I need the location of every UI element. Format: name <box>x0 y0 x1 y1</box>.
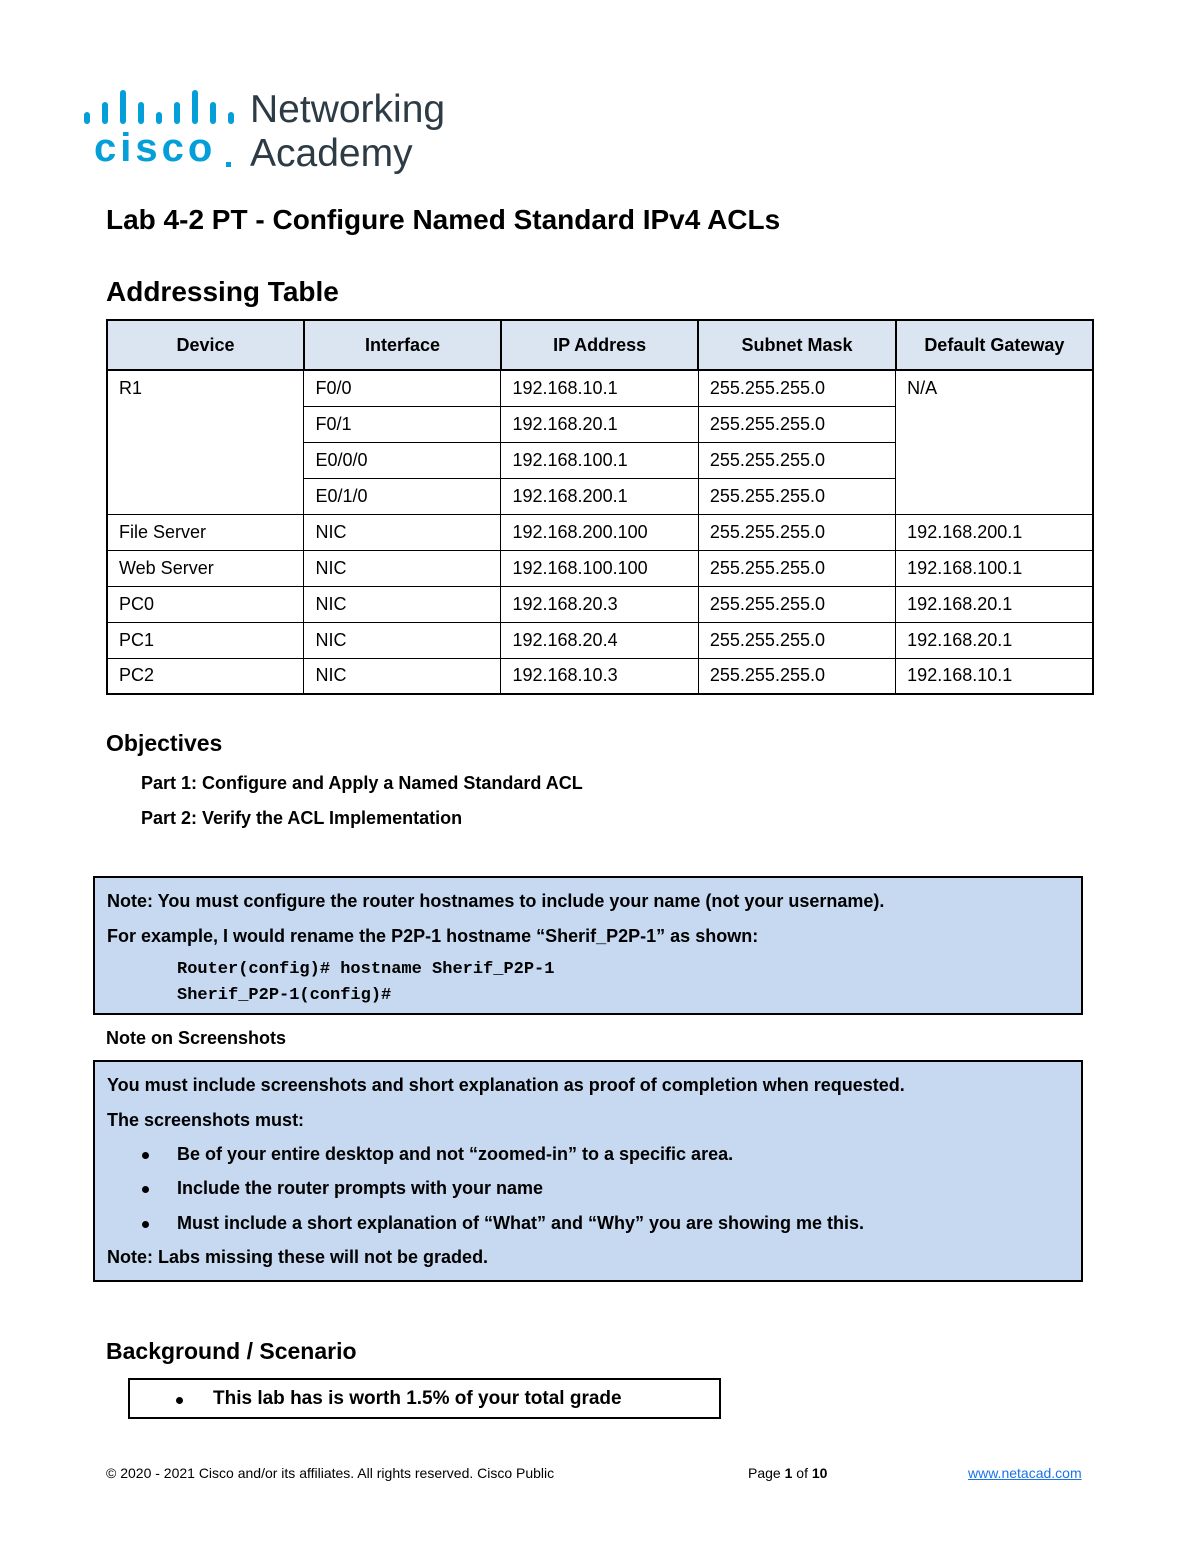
mask-cell: 255.255.255.0 <box>698 514 895 550</box>
interface-cell: E0/1/0 <box>304 478 501 514</box>
footer-copyright: © 2020 - 2021 Cisco and/or its affiliates. All rights reserved. Cisco Public <box>106 1465 555 1481</box>
ip-cell: 192.168.10.1 <box>501 370 698 406</box>
gateway-cell: 192.168.10.1 <box>896 658 1093 694</box>
device-cell: R1 <box>107 370 304 514</box>
interface-cell: NIC <box>304 658 501 694</box>
screenshots-bullet-1: Be of your entire desktop and not “zoomed-in” to a specific area. <box>177 1144 734 1164</box>
mask-cell: 255.255.255.0 <box>698 658 895 694</box>
grade-note-text: This lab has is worth 1.5% of your total grade <box>213 1388 622 1409</box>
hostname-note-box <box>93 876 1083 1015</box>
objective-part-2: Part 2: Verify the ACL Implementation <box>141 808 463 828</box>
mask-cell: 255.255.255.0 <box>698 622 895 658</box>
page-prefix: Page <box>748 1465 785 1481</box>
mask-cell: 255.255.255.0 <box>698 550 895 586</box>
logo-line-networking: Networking <box>250 88 446 131</box>
mask-cell: 255.255.255.0 <box>698 586 895 622</box>
ip-cell: 192.168.100.100 <box>501 550 698 586</box>
device-cell: PC0 <box>107 586 304 622</box>
interface-cell: NIC <box>304 622 501 658</box>
bullet-icon <box>176 1397 183 1404</box>
gateway-cell: 192.168.200.1 <box>896 514 1093 550</box>
table-header-row <box>107 320 1093 370</box>
gateway-cell: 192.168.20.1 <box>896 622 1093 658</box>
ip-cell: 192.168.20.1 <box>501 406 698 442</box>
gateway-cell: 192.168.20.1 <box>896 586 1093 622</box>
academy-wordmark <box>250 88 445 176</box>
gateway-cell: N/A <box>896 370 1093 514</box>
note-line-1: Note: You must configure the router hostnames to include your name (not your username). <box>107 891 885 911</box>
device-cell: File Server <box>107 514 304 550</box>
screenshots-closing: Note: Labs missing these will not be graded. <box>107 1247 489 1267</box>
interface-cell: NIC <box>304 586 501 622</box>
bullet-icon <box>142 1152 149 1159</box>
screenshots-heading: Note on Screenshots <box>106 1028 287 1048</box>
column-header-default-gateway: Default Gateway <box>896 320 1093 370</box>
mask-cell: 255.255.255.0 <box>698 478 895 514</box>
screenshots-bullet-2: Include the router prompts with your name <box>177 1178 544 1198</box>
screenshots-line-1: You must include screenshots and short explanation as proof of completion when requested. <box>107 1075 905 1095</box>
code-line-1: Router(config)# hostname Sherif_P2P-1 <box>177 960 555 979</box>
page-of: of <box>792 1465 812 1481</box>
ip-cell: 192.168.200.100 <box>501 514 698 550</box>
interface-cell: F0/1 <box>304 406 501 442</box>
ip-cell: 192.168.20.4 <box>501 622 698 658</box>
cisco-networking-academy-logo <box>84 88 484 180</box>
footer-page-number <box>748 1465 827 1481</box>
interface-cell: NIC <box>304 514 501 550</box>
device-cell: PC2 <box>107 658 304 694</box>
logo-line-academy: Academy <box>250 132 413 175</box>
background-scenario-heading: Background / Scenario <box>106 1338 357 1364</box>
page-total: 10 <box>811 1465 828 1481</box>
cisco-wordmark: cisco <box>94 126 217 170</box>
ip-cell: 192.168.20.3 <box>501 586 698 622</box>
device-cell: PC1 <box>107 622 304 658</box>
column-header-ip-address: IP Address <box>501 320 698 370</box>
bullet-icon <box>142 1221 149 1228</box>
code-line-2: Sherif_P2P-1(config)# <box>177 986 392 1005</box>
netacad-link[interactable]: www.netacad.com <box>968 1465 1082 1481</box>
gateway-cell: 192.168.100.1 <box>896 550 1093 586</box>
screenshots-bullet-3: Must include a short explanation of “What” and “Why” you are showing me this. <box>177 1213 865 1233</box>
column-header-interface: Interface <box>304 320 501 370</box>
ip-cell: 192.168.100.1 <box>501 442 698 478</box>
table-row <box>107 370 1093 406</box>
bullet-icon <box>142 1186 149 1193</box>
ip-cell: 192.168.200.1 <box>501 478 698 514</box>
grade-note-box <box>128 1378 721 1419</box>
objective-part-1: Part 1: Configure and Apply a Named Standard ACL <box>141 773 583 793</box>
mask-cell: 255.255.255.0 <box>698 406 895 442</box>
table-row <box>107 586 1093 622</box>
device-cell: Web Server <box>107 550 304 586</box>
table-row <box>107 514 1093 550</box>
column-header-subnet-mask: Subnet Mask <box>698 320 895 370</box>
table-row <box>107 658 1093 694</box>
screenshots-line-2: The screenshots must: <box>107 1110 305 1130</box>
column-header-device: Device <box>107 320 304 370</box>
table-row <box>107 622 1093 658</box>
mask-cell: 255.255.255.0 <box>698 442 895 478</box>
table-row <box>107 550 1093 586</box>
page-current: 1 <box>784 1465 793 1481</box>
ip-cell: 192.168.10.3 <box>501 658 698 694</box>
addressing-table <box>106 319 1094 695</box>
objectives-heading: Objectives <box>106 730 223 756</box>
screenshots-note-box <box>93 1060 1083 1282</box>
interface-cell: NIC <box>304 550 501 586</box>
mask-cell: 255.255.255.0 <box>698 370 895 406</box>
interface-cell: F0/0 <box>304 370 501 406</box>
interface-cell: E0/0/0 <box>304 442 501 478</box>
cisco-bars-icon <box>84 90 234 124</box>
document-title: Lab 4-2 PT - Configure Named Standard IPv4 ACLs <box>106 204 781 235</box>
note-line-2: For example, I would rename the P2P-1 hostname “Sherif_P2P-1” as shown: <box>107 926 759 946</box>
cisco-wordmark-dot <box>226 162 231 167</box>
addressing-table-heading: Addressing Table <box>106 276 339 307</box>
